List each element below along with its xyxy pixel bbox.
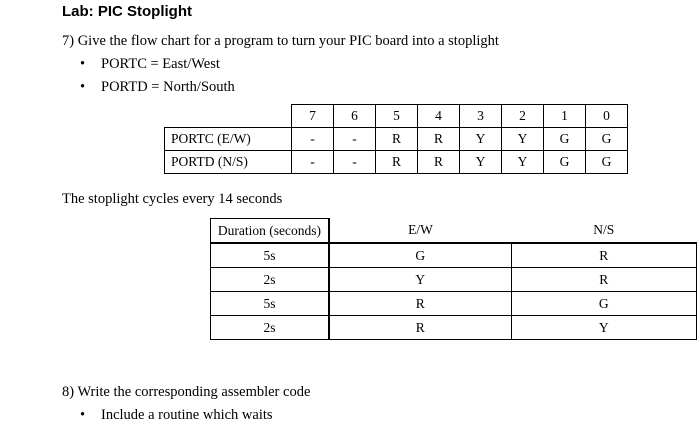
ew-cell: G [329,243,511,268]
port-bit-table [164,104,628,174]
bit-cell: R [376,128,418,151]
cycle-table [210,218,697,340]
duration-cell: 2s [211,316,329,340]
bit-header: 1 [544,105,586,128]
duration-cell: 2s [211,268,329,292]
bit-header: 5 [376,105,418,128]
ew-cell: R [329,292,511,316]
ew-cell: Y [329,268,511,292]
port-label: PORTD (N/S) [165,151,292,174]
duration-cell: 5s [211,243,329,268]
duration-header: Duration (seconds) [211,219,329,244]
bit-cell: G [544,128,586,151]
cycle-row [211,316,697,340]
bit-cell: - [334,151,376,174]
bullet-dot: • [80,407,86,423]
bit-cell: Y [502,151,544,174]
cycle-header-row [211,219,697,244]
bullet-text: PORTD = North/South [101,79,235,95]
bit-cell: - [334,128,376,151]
port-row-portc [165,128,628,151]
bit-cell: - [292,151,334,174]
ew-header: E/W [329,219,511,244]
duration-cell: 5s [211,292,329,316]
bullet-dot: • [80,79,86,95]
bit-cell: R [418,151,460,174]
port-label: PORTC (E/W) [165,128,292,151]
bit-cell: R [418,128,460,151]
bullet-wait-routine [80,407,273,424]
ns-cell: G [511,292,696,316]
bit-cell: R [376,151,418,174]
bullet-text: Include a routine which waits [101,407,273,423]
port-row-portd [165,151,628,174]
bit-header: 4 [418,105,460,128]
question-8: 8) Write the corresponding assembler code [62,384,311,400]
bullet-portc [80,56,220,73]
bit-cell: Y [460,128,502,151]
ns-cell: R [511,243,696,268]
bullet-portd [80,79,235,96]
bit-cell: Y [460,151,502,174]
bullet-dot: • [80,56,86,72]
cycle-row [211,268,697,292]
bit-header: 7 [292,105,334,128]
ns-header: N/S [511,219,696,244]
bit-cell: - [292,128,334,151]
bit-cell: G [544,151,586,174]
ns-cell: Y [511,316,696,340]
bit-header: 2 [502,105,544,128]
ns-cell: R [511,268,696,292]
cycle-description: The stoplight cycles every 14 seconds [62,191,283,207]
question-7: 7) Give the flow chart for a program to turn your PIC board into a stoplight [62,33,499,49]
page-heading: Lab: PIC Stoplight [62,3,192,20]
cycle-row [211,292,697,316]
corner-cell [165,105,292,128]
bullet-text: PORTC = East/West [101,56,220,72]
cycle-row [211,243,697,268]
ew-cell: R [329,316,511,340]
bit-header: 0 [586,105,628,128]
bit-cell: G [586,128,628,151]
bit-header-row [165,105,628,128]
bit-cell: Y [502,128,544,151]
bit-header: 3 [460,105,502,128]
bit-cell: G [586,151,628,174]
bit-header: 6 [334,105,376,128]
